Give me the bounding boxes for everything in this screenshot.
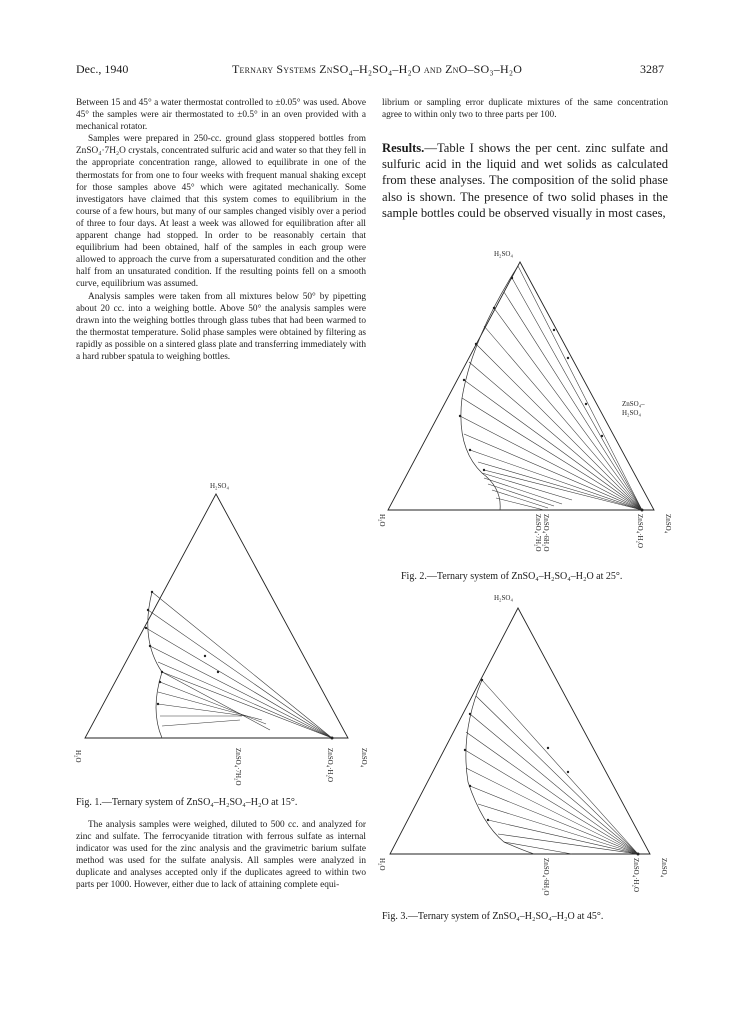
fig2-solid-label-a: ZnSO₄·6H₂O: [542, 514, 550, 552]
fig3-solid-label-b: ZnSO₄·H₂O: [632, 858, 640, 893]
paragraph-sample-preparation: Samples were prepared in 250-cc. ground glass stoppered bottles from ZnSO₄·7H₂O crystals, concentrated sulfuric acid and water so that they fell in the appropriate concentration range, allowed to equilibrate in one of the thermostats for from one to four weeks with frequent manual shaking except for those samples above 45° which were agitated mechanically. Some investigators have claimed that this system comes to equilibrium in the course of a few hours, but many of our samples changed visibly over a period of three to four days. At least a week was allowed for equilibration after all apparent change had stopped. In order to be reasonably certain that equilibrium had been obtained, half of the samples in each group were allowed to approach the curve from a supersaturated condition and the other half from an unsaturated condition. If the resulting points fell on a smooth curve, equilibrium was assumed.: [76, 134, 366, 290]
figure-3-diagram: [372, 592, 682, 902]
fig2-left-label: H₂O: [378, 514, 386, 527]
fig1-solubility-curve: [148, 592, 162, 738]
fig2-solubility-curve: [461, 266, 518, 510]
paragraph-equilibrium-continued: librium or sampling error duplicate mixtures of the same concentration agree to within only two to three parts per 100.: [382, 98, 668, 121]
figure-1-caption: Fig. 1.—Ternary system of ZnSO₄–H₂SO₄–H₂O at 15°.: [76, 797, 298, 808]
figure-2-diagram: [372, 248, 682, 568]
header-title: Ternary Systems ZnSO₄–H₂SO₄–H₂O and ZnO–SO₃–H₂O: [232, 62, 523, 76]
paragraph-analysis-samples: Analysis samples were taken from all mixtures below 50° by pipetting about 20 cc. into a weighing bottle. Above 50° the analysis samples were drawn into the weighing bottles through glass tubes that had been warmed to the thermostat temperature. Solid phase samples were obtained by filtering as rapidly as possible on a sintered glass plate and transferring immediately with a hard rubber spatula to weighing bottles.: [76, 291, 366, 362]
results-heading: Results.: [382, 141, 425, 155]
fig3-apex-label: H₂SO₄: [494, 594, 513, 602]
fig1-solid-label-a: ZnSO₄·7H₂O: [234, 748, 242, 786]
right-column-text: [382, 97, 668, 121]
fig1-solid-label-b: ZnSO₄·H₂O: [326, 748, 334, 783]
results-paragraph: [382, 140, 668, 221]
figure-2-caption: Fig. 2.—Ternary system of ZnSO₄–H₂SO₄–H₂O at 25°.: [401, 571, 623, 582]
paragraph-analysis-method: The analysis samples were weighed, diluted to 500 cc. and analyzed for zinc and sulfate. The ferrocyanide titration with ferrous sulfate as internal indicator was used for the zinc analysis and the gravimetric barium sulfate method was used for the sulfate analysis. All samples were analyzed in duplicate and analyses accepted only if the duplicates agreed to within two parts per 1000. However, either due to lack of attaining complete equi-: [76, 820, 366, 891]
fig2-solid-label-a2: ZnSO₄·7H₂O: [534, 514, 542, 552]
fig2-solid-label-b: ZnSO₄·H₂O: [636, 514, 644, 549]
header-page-number: 3287: [640, 62, 664, 76]
fig1-tie-lines: [146, 592, 332, 738]
fig3-data-points: [464, 679, 640, 856]
fig1-left-label: H₂O: [74, 750, 82, 763]
results-text: —Table I shows the per cent. zinc sulfate and sulfuric acid in the liquid and wet solids as calculated from these analyses. The composition of the solid phase also is shown. The presence of two solid phases in the sample bottles could be observed visually in most cases,: [382, 141, 668, 220]
fig2-triangle: [388, 262, 654, 510]
fig2-side-label-2: H₂SO₄: [622, 409, 641, 417]
fig2-right-label: ZnSO₄: [664, 514, 672, 534]
fig3-solid-label-a: ZnSO₄·6H₂O: [542, 858, 550, 896]
paragraph-thermostat: Between 15 and 45° a water thermostat controlled to ±0.05° was used. Above 45° the samples were air thermostated to ±0.5° in an oven provided with a mechanical rotator.: [76, 98, 366, 133]
figure-1-diagram: [70, 480, 380, 790]
fig1-right-label: ZnSO₄: [360, 748, 368, 768]
header-date: Dec., 1940: [76, 62, 129, 76]
fig1-apex-label: H₂SO₄: [210, 482, 229, 490]
figure-3-caption: Fig. 3.—Ternary system of ZnSO₄–H₂SO₄–H₂O at 45°.: [382, 911, 604, 922]
fig2-tie-lines: [460, 266, 642, 510]
fig2-side-label-1: ZnSO₄–: [622, 400, 645, 408]
fig1-data-points: [145, 591, 334, 740]
left-column-text: [76, 97, 366, 363]
fig2-apex-label: H₂SO₄: [494, 250, 513, 258]
fig3-right-label: ZnSO₄: [660, 858, 668, 878]
fig3-left-label: H₂O: [378, 858, 386, 871]
left-column-bottom-text: [76, 819, 366, 892]
